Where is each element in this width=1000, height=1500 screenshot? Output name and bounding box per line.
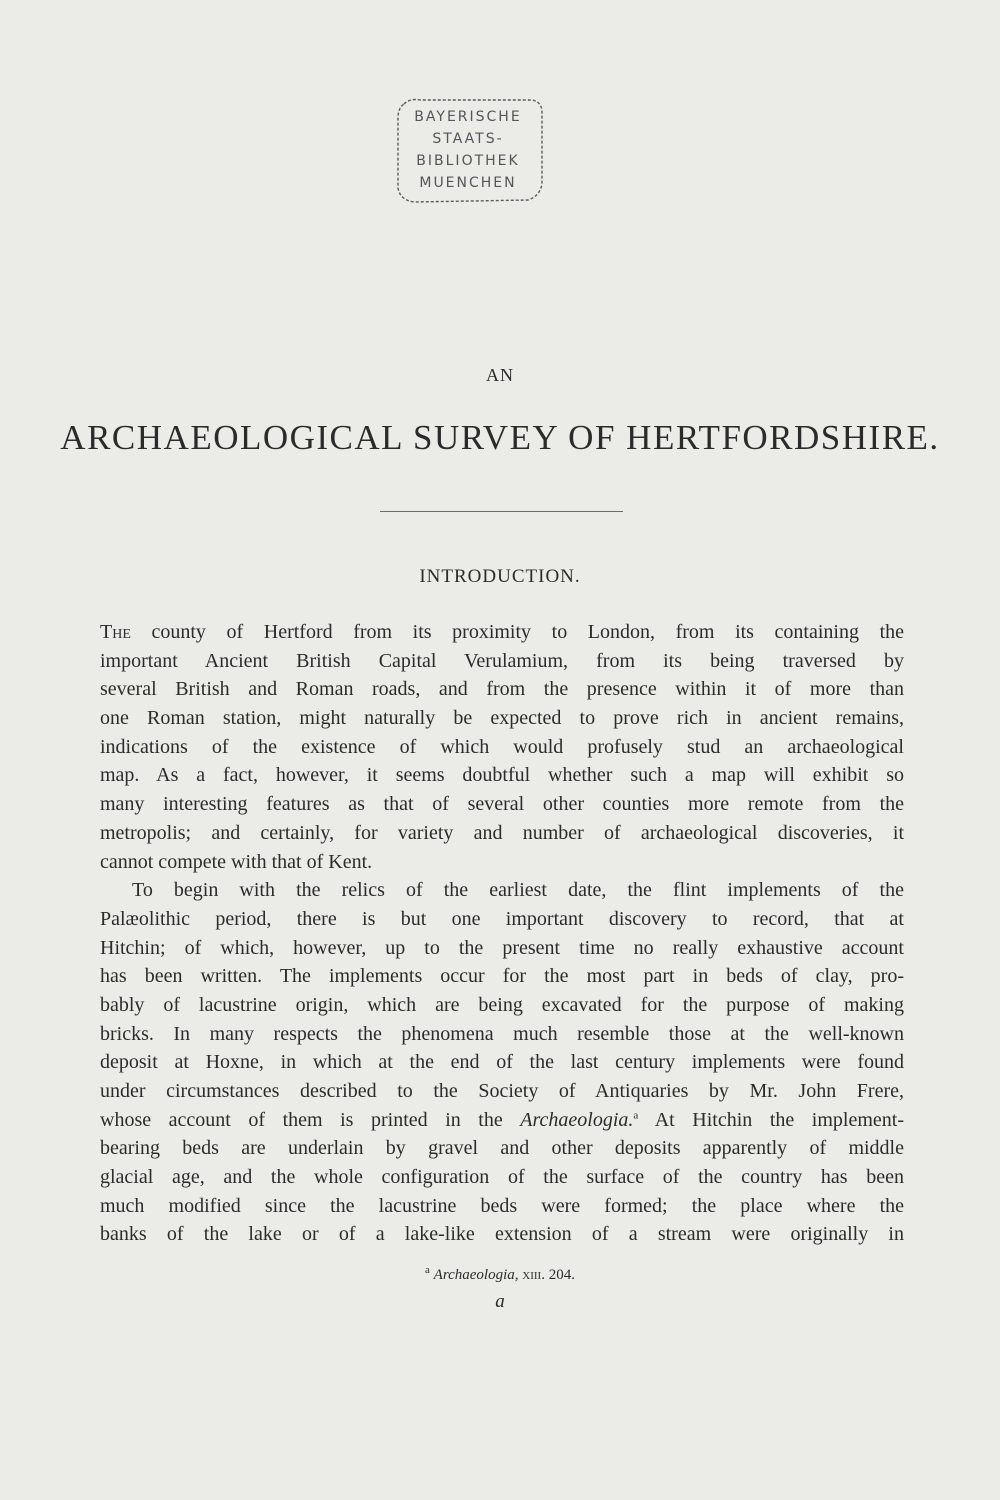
text-line: has been written. The implements occur for the most part in beds of clay, pro- xyxy=(100,965,904,988)
text-line: cannot compete with that of Kent. xyxy=(100,850,373,873)
footnote-ref: a xyxy=(633,1109,639,1122)
section-heading: INTRODUCTION. xyxy=(419,566,581,587)
footnote xyxy=(0,1264,1000,1284)
text-line: The county of Hertford from its proximity to London, from its containing the xyxy=(100,621,904,643)
text-line: bearing beds are underlain by gravel and other deposits apparently of middle xyxy=(100,1137,904,1160)
text-line: To begin with the relics of the earliest date, the flint implements of the xyxy=(132,879,904,902)
text-line: indications of the existence of which would profusely stud an archaeological xyxy=(100,735,904,758)
text-line: glacial age, and the whole configuration of the surface of the country has been xyxy=(100,1166,904,1189)
text-line: much modified since the lacustrine beds were formed; the place where the xyxy=(100,1194,904,1217)
drop-word: The xyxy=(100,621,131,643)
text-line: important Ancient British Capital Verulamium, from its being traversed by xyxy=(100,649,904,672)
text-line: one Roman station, might naturally be expected to prove rich in ancient remains, xyxy=(100,707,904,730)
text-line: Hitchin; of which, however, up to the present time no really exhaustive account xyxy=(100,936,904,959)
stamp-line: BIBLIOTHEK xyxy=(416,153,520,169)
text-line: many interesting features as that of several other counties more remote from the xyxy=(100,793,904,816)
text-line: map. As a fact, however, it seems doubtful whether such a map will exhibit so xyxy=(100,764,904,787)
body-text xyxy=(100,618,904,1249)
library-stamp xyxy=(390,96,550,208)
text-line: bricks. In many respects the phenomena much resemble those at the well-known xyxy=(100,1022,904,1045)
footnote-source: Archaeologia, xyxy=(433,1267,519,1283)
text-line: whose account of them is printed in the Archaeologia.$^a$ At Hitchin the implement- xyxy=(100,1108,904,1131)
stamp-line: BAYERISCHE xyxy=(414,109,522,125)
text-line: Palæolithic period, there is but one important discovery to record, that at xyxy=(100,907,904,930)
journal-title: Archaeologia. xyxy=(520,1108,634,1131)
title-prefix: AN xyxy=(486,365,514,385)
text-line: several British and Roman roads, and from the presence within it of more than xyxy=(100,678,904,701)
page-title: ARCHAEOLOGICAL SURVEY OF HERTFORDSHIRE. xyxy=(60,418,940,457)
stamp-line: STAATS- xyxy=(432,131,504,147)
stamp-line: MUENCHEN xyxy=(419,175,517,191)
footnote-volume: xiii. xyxy=(522,1267,545,1283)
text-line: bably of lacustrine origin, which are being excavated for the purpose of making xyxy=(100,993,904,1016)
text-line: metropolis; and certainly, for variety and number of archaeological discoveries, it xyxy=(100,821,904,844)
text-line: under circumstances described to the Society of Antiquaries by Mr. John Frere, xyxy=(100,1080,904,1102)
footnote-mark: a xyxy=(425,1264,430,1276)
signature-mark: a xyxy=(495,1291,505,1312)
text-line: deposit at Hoxne, in which at the end of the last century implements were found xyxy=(100,1051,904,1074)
footnote-page: 204. xyxy=(548,1267,575,1283)
text-line: banks of the lake or of a lake-like extension of a stream were originally in xyxy=(100,1223,904,1246)
title-divider xyxy=(380,511,623,512)
